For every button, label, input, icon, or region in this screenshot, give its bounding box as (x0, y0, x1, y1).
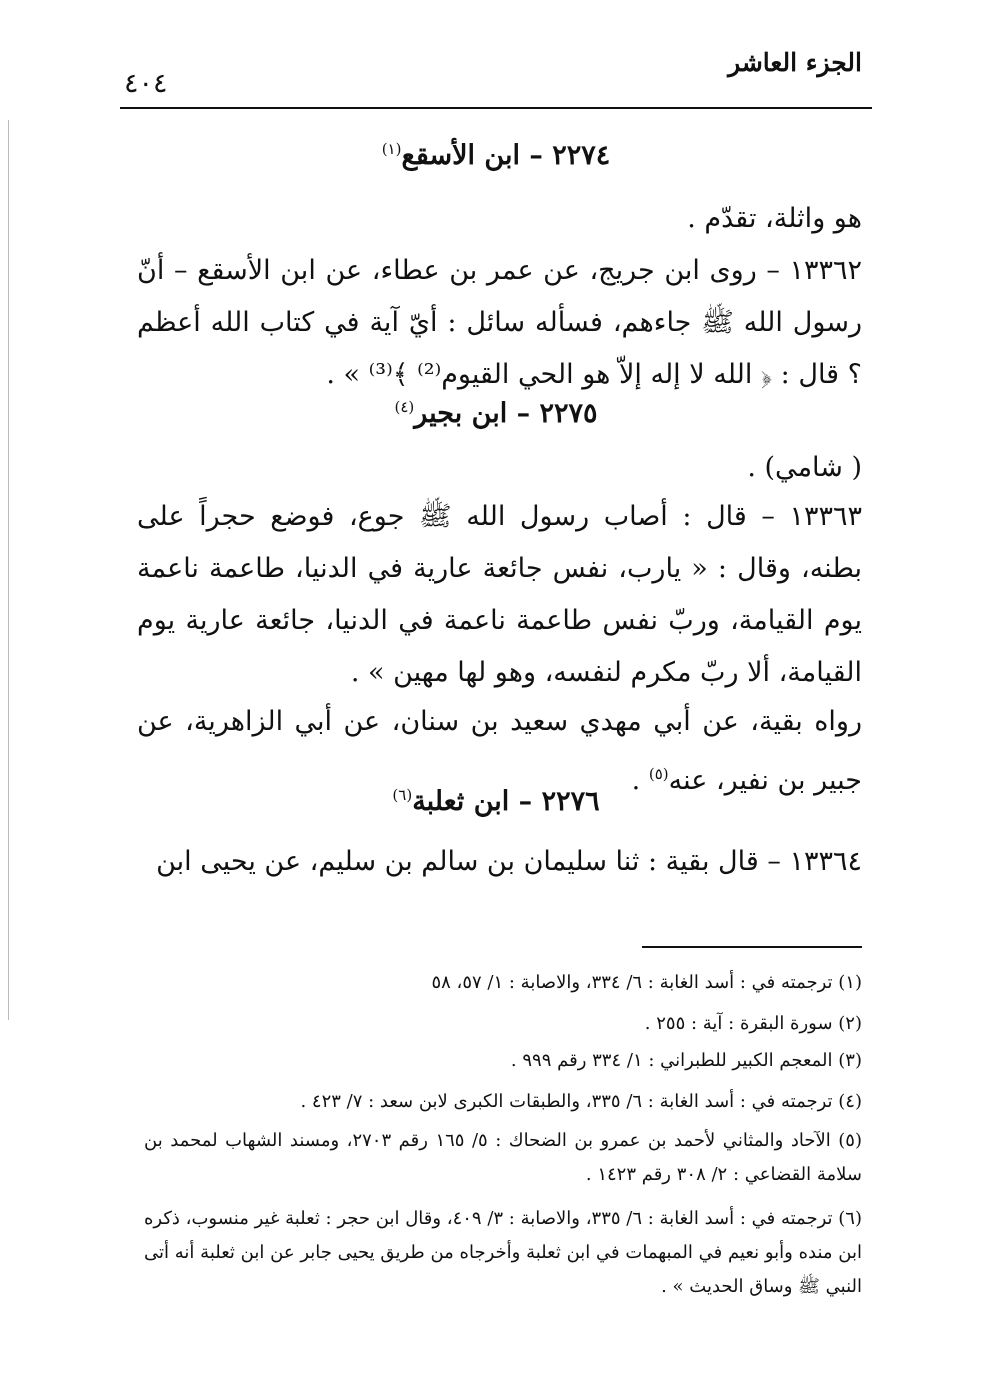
footnote-ref: (١) (381, 140, 402, 158)
page-number: ٤٠٤ (124, 68, 168, 99)
narration-text: رواه بقية، عن أبي مهدي سعيد بن سنان، عن أبي الزاهرية، عن جبير بن نفير، عنه (137, 706, 862, 796)
hadith-13363: ١٣٣٦٣ – قال : أصاب رسول الله ﷺ جوع، فوضع حجراً على بطنه، وقال : « يارب، نفس جائعة عارية في الدنيا، طاعمة ناعمة يوم القيامة، وربّ نفس طاعمة ناعمة في الدنيا، جائعة عارية يوم القيامة، ألا ربّ مكرم لنفسه، وهو لها مهين » . (137, 501, 862, 688)
narration-end: . (631, 765, 641, 796)
entry-heading-2276 (120, 786, 872, 817)
footnote-1: (١) ترجمته في : أسد الغابة : ٦/ ٣٣٤، والاصابة : ١/ ٥٧، ٥٨ (431, 972, 862, 993)
footnote-5: (٥) الآحاد والمثاني لأحمد بن عمرو بن الضحاك : ٥/ ١٦٥ رقم ٢٧٠٣، ومسند الشهاب لمحمد بن سلامة القضاعي : ٢/ ٣٠٨ رقم ١٤٢٣ . (144, 1130, 862, 1185)
hadith-13362: ١٣٣٦٢ – روى ابن جريج، عن عمر بن عطاء، عن ابن الأسقع – أنّ رسول الله ﷺ جاءهم، فسأله سائل : أيّ آية في كتاب الله أعظم ؟ قال : ﴿ الله لا إله إلاّ هو الحي القيوم⁽²⁾ ﴾⁽³⁾ » . (137, 255, 862, 390)
entry-heading-text: ٢٢٧٦ – ابن ثعلبة (412, 786, 600, 817)
scan-edge-mark (8, 120, 9, 1020)
footnote-divider (642, 946, 862, 948)
footnote-ref: (٦) (392, 786, 413, 804)
entry-heading-2275 (120, 398, 872, 429)
footnote-ref: (٥) (648, 765, 669, 783)
entry-paragraph: هو واثلة، تقدّم . (687, 203, 862, 234)
entry-heading-text: ٢٢٧٤ – ابن الأسقع (401, 140, 611, 171)
entry-paragraph: ( شامي) . (747, 452, 862, 483)
footnote-2: (٢) سورة البقرة : آية : ٢٥٥ . (644, 1013, 862, 1034)
hadith-13364: ١٣٣٦٤ – قال بقية : ثنا سليمان بن سالم بن سليم، عن يحيى ابن (156, 846, 862, 877)
footnote-6: (٦) ترجمته في : أسد الغابة : ٦/ ٣٣٥، والاصابة : ٣/ ٤٠٩، وقال ابن حجر : ثعلبة غير منسوب، ذكره ابن منده وأبو نعيم في المبهمات في ابن ثعلبة وأخرجاه من طريق يحيى جابر عن ابن ثعلبة أنه أتى النبي ﷺ وساق الحديث » . (144, 1208, 862, 1297)
header-divider (120, 107, 872, 109)
footnote-4: (٤) ترجمته في : أسد الغابة : ٦/ ٣٣٥، والطبقات الكبرى لابن سعد : ٧/ ٤٢٣ . (300, 1091, 862, 1112)
running-header-title: الجزء العاشر (728, 48, 862, 77)
entry-heading-2274 (120, 140, 872, 171)
footnote-ref: (٤) (394, 398, 415, 416)
footnote-3: (٣) المعجم الكبير للطبراني : ١/ ٣٣٤ رقم ٩٩٩ . (510, 1050, 862, 1071)
entry-heading-text: ٢٢٧٥ – ابن بجير (414, 398, 598, 429)
